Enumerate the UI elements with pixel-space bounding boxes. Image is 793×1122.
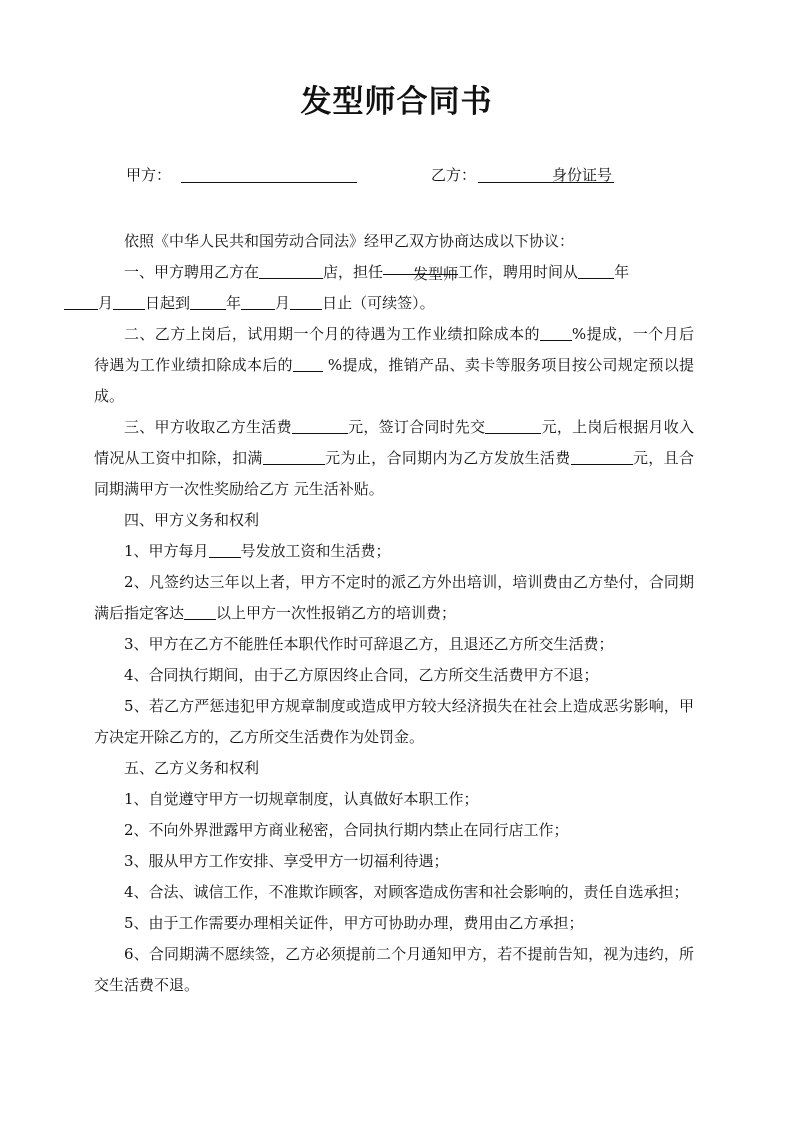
clause-text: 年 (614, 263, 630, 281)
blank-client-target (184, 604, 216, 620)
clause-text: 元为止，合同期内为乙方发放生活费 (324, 449, 571, 467)
blank-end-month (241, 294, 275, 310)
clause-text: 号发放工资和生活费； (240, 542, 391, 560)
section-5-item-3: 3、服从甲方工作安排、享受甲方一切福利待遇； (124, 852, 449, 870)
blank-end-year (190, 294, 226, 310)
section-5-item-4: 4、合法、诚信工作，不准欺诈顾客，对顾客造成伤害和社会影响的，责任自选承担； (124, 883, 689, 901)
parties-row (126, 162, 686, 188)
section-5-item-5: 5、由于工作需要办理相关证件，甲方可协助办理，费用由乙方承担； (124, 914, 584, 932)
clause-text: 月 (275, 294, 291, 312)
section-4-item-2 (94, 567, 694, 629)
clause-text: 日起到 (145, 294, 191, 312)
clause-text: %提成，推销产品、卖卡等服务项目按公司规定预以提成。 (94, 356, 694, 405)
clause-3 (94, 412, 694, 505)
clause-text: 1、甲方每月 (124, 542, 209, 560)
clause-text: 二、乙方上岗后，试用期一个月的待遇为工作业绩扣除成本的 (124, 325, 540, 343)
blank-living-fee (292, 418, 348, 434)
blank-start-day (113, 294, 145, 310)
position-text: 发型师 (413, 265, 459, 283)
blank-start-month (64, 294, 98, 310)
contract-body (94, 226, 694, 1001)
section-5-item-2: 2、不向外界泄露甲方商业秘密，合同执行期内禁止在同行店工作； (124, 821, 569, 839)
clause-text: 日止（可续签）。 (322, 294, 435, 312)
clause-text: 三、甲方收取乙方生活费 (124, 418, 292, 436)
blank-deduct-total (263, 449, 325, 465)
section-4-item-4: 4、合同执行期间，由于乙方原因终止合同，乙方所交生活费甲方不退； (124, 666, 599, 684)
section-5-item-1: 1、自觉遵守甲方一切规章制度，认真做好本职工作； (124, 790, 479, 808)
party-a-label: 甲方： (126, 166, 172, 184)
blank-trial-percent (540, 325, 572, 341)
clause-1 (94, 257, 694, 319)
section-5-item-6: 6、合同期满不愿续签，乙方必须提前二个月通知甲方，若不提前告知，视为违约，所交生活费不退。 (94, 945, 694, 994)
section-4-title: 四、甲方义务和权利 (124, 511, 260, 529)
blank-start-year (578, 263, 614, 279)
intro-paragraph (94, 226, 694, 257)
blank-end-day (290, 294, 322, 310)
section-4-item-1 (94, 536, 694, 567)
blank-regular-percent (293, 356, 323, 372)
clause-text: 年 (226, 294, 242, 312)
clause-text: 元，且合同期满甲方一次性奖励给乙方 元生活补贴。 (94, 449, 694, 498)
section-4-item-3: 3、甲方在乙方不能胜任本职代作时可辞退乙方，且退还乙方所交生活费； (124, 635, 614, 653)
clause-text: 2、凡签约达三年以上者，甲方不定时的派乙方外出培训，培训费由乙方垫付，合同期满后指定客达 (94, 573, 694, 622)
position-underline (383, 259, 459, 283)
clause-text: 元，签订合同时先交 (347, 418, 486, 436)
clause-text: 月 (98, 294, 114, 312)
clause-2 (94, 319, 694, 412)
intro-text: 依照《中华人民共和国劳动合同法》经甲乙双方协商达成以下协议： (124, 232, 575, 250)
blank-store (259, 263, 323, 279)
blank-allowance (571, 449, 633, 465)
clause-text: %提成，一个月后待遇为工作业绩扣除成本后的 (94, 325, 694, 374)
document-title: 发型师合同书 (300, 84, 493, 120)
clause-text: 店，担任 (323, 263, 384, 281)
party-b-label: 乙方： (431, 166, 477, 184)
blank-upfront-fee (485, 418, 541, 434)
blank-pay-day (209, 542, 241, 558)
section-4-item-5: 5、若乙方严惩违犯甲方规章制度或造成甲方较大经济损失在社会上造成恶劣影响，甲方决定开除乙方的，乙方所交生活费作为处罚金。 (94, 697, 694, 746)
party-a-blank (181, 182, 357, 183)
id-number-label: 身份证号 (552, 166, 613, 184)
clause-text: 元，上岗后根据月收入情况从工资中扣除，扣满 (94, 418, 694, 467)
section-5-title: 五、乙方义务和权利 (124, 759, 260, 777)
clause-text: 一、甲方聘用乙方在 (124, 263, 260, 281)
clause-text: 工作，聘用时间从 (458, 263, 579, 281)
clause-text: 以上甲方一次性报销乙方的培训费； (216, 604, 457, 622)
